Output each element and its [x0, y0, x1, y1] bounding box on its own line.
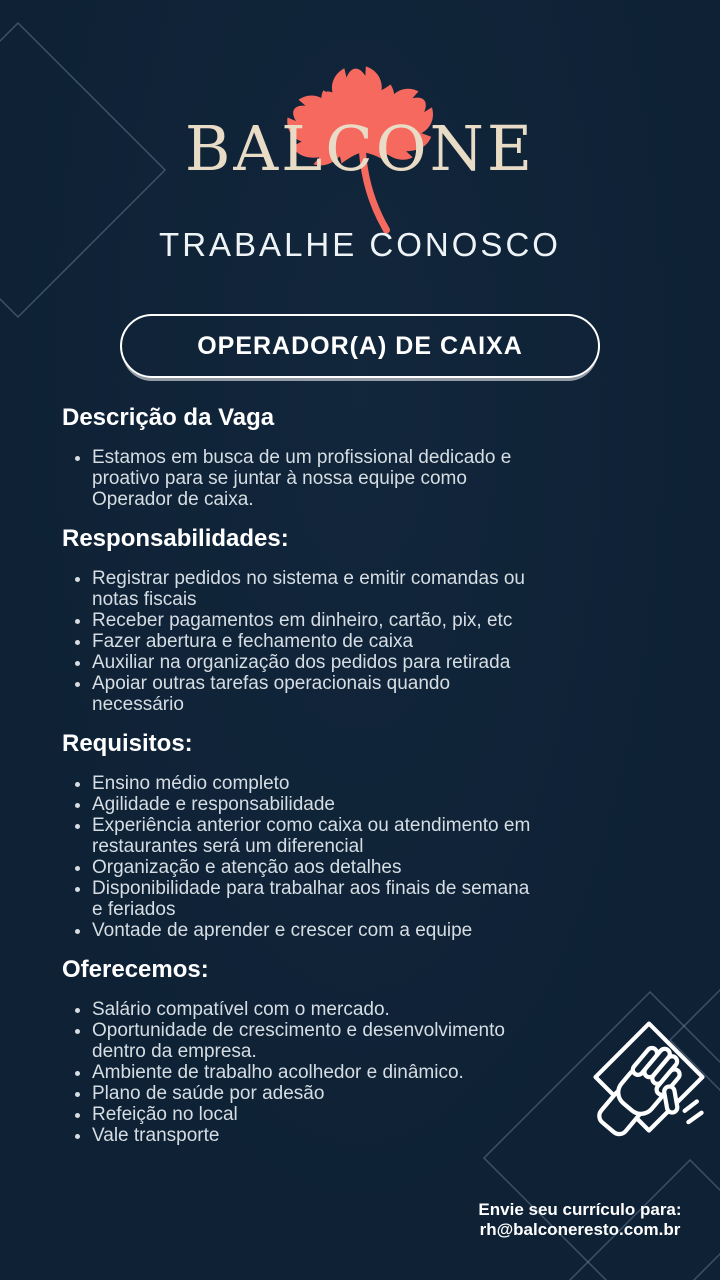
- contact-email: rh@balconeresto.com.br: [479, 1220, 681, 1239]
- bullet-list: [62, 447, 540, 510]
- bullet-item: • Vontade de aprender e crescer com a equipe: [92, 920, 540, 941]
- section-heading: Responsabilidades:: [62, 525, 289, 552]
- job-title-pill: [120, 314, 600, 378]
- bullet-item: • Fazer abertura e fechamento de caixa: [92, 631, 540, 652]
- section-heading: Oferecemos:: [62, 956, 209, 983]
- job-title-label: OPERADOR(A) DE CAIXA: [197, 331, 523, 360]
- bullet-item: • Agilidade e responsabilidade: [92, 794, 540, 815]
- bullet-item: • Experiência anterior como caixa ou atendimento em restaurantes será um diferencial: [92, 815, 540, 857]
- section-requisitos: [62, 730, 572, 941]
- bullet-item: • Refeição no local: [92, 1104, 540, 1125]
- section-oferecemos: [62, 956, 572, 1146]
- contact-label: Envie seu currículo para:: [478, 1200, 682, 1219]
- section-heading: Requisitos:: [62, 730, 193, 757]
- bullet-item: • Vale transporte: [92, 1125, 540, 1146]
- section-responsabilidades: [62, 525, 572, 715]
- bullet-list: [62, 773, 540, 941]
- hand-wiping-cloth-icon: [588, 1016, 710, 1140]
- section-descricao: [62, 404, 572, 510]
- bullet-item: • Salário compatível com o mercado.: [92, 999, 540, 1020]
- bullet-item: • Plano de saúde por adesão: [92, 1083, 540, 1104]
- bullet-item: • Ambiente de trabalho acolhedor e dinâmico.: [92, 1062, 540, 1083]
- brand-tagline: TRABALHE CONOSCO: [159, 226, 561, 263]
- brand-logo: BALCONE: [184, 112, 536, 185]
- section-heading: Descrição da Vaga: [62, 404, 275, 431]
- contact-block: [450, 1200, 710, 1240]
- bullet-item: • Organização e atenção aos detalhes: [92, 857, 540, 878]
- bullet-item: • Disponibilidade para trabalhar aos finais de semana e feriados: [92, 878, 540, 920]
- bullet-item: • Auxiliar na organização dos pedidos para retirada: [92, 652, 540, 673]
- bullet-item: • Registrar pedidos no sistema e emitir comandas ou notas fiscais: [92, 568, 540, 610]
- job-details: [62, 404, 572, 1161]
- bullet-list: [62, 999, 540, 1146]
- bullet-item: • Ensino médio completo: [92, 773, 540, 794]
- bullet-item: • Estamos em busca de um profissional dedicado e proativo para se juntar à nossa equipe como Operador de caixa.: [92, 447, 540, 510]
- bullet-item: • Oportunidade de crescimento e desenvolvimento dentro da empresa.: [92, 1020, 540, 1062]
- bullet-list: [62, 568, 540, 715]
- bullet-item: • Apoiar outras tarefas operacionais quando necessário: [92, 673, 540, 715]
- bullet-item: • Receber pagamentos em dinheiro, cartão, pix, etc: [92, 610, 540, 631]
